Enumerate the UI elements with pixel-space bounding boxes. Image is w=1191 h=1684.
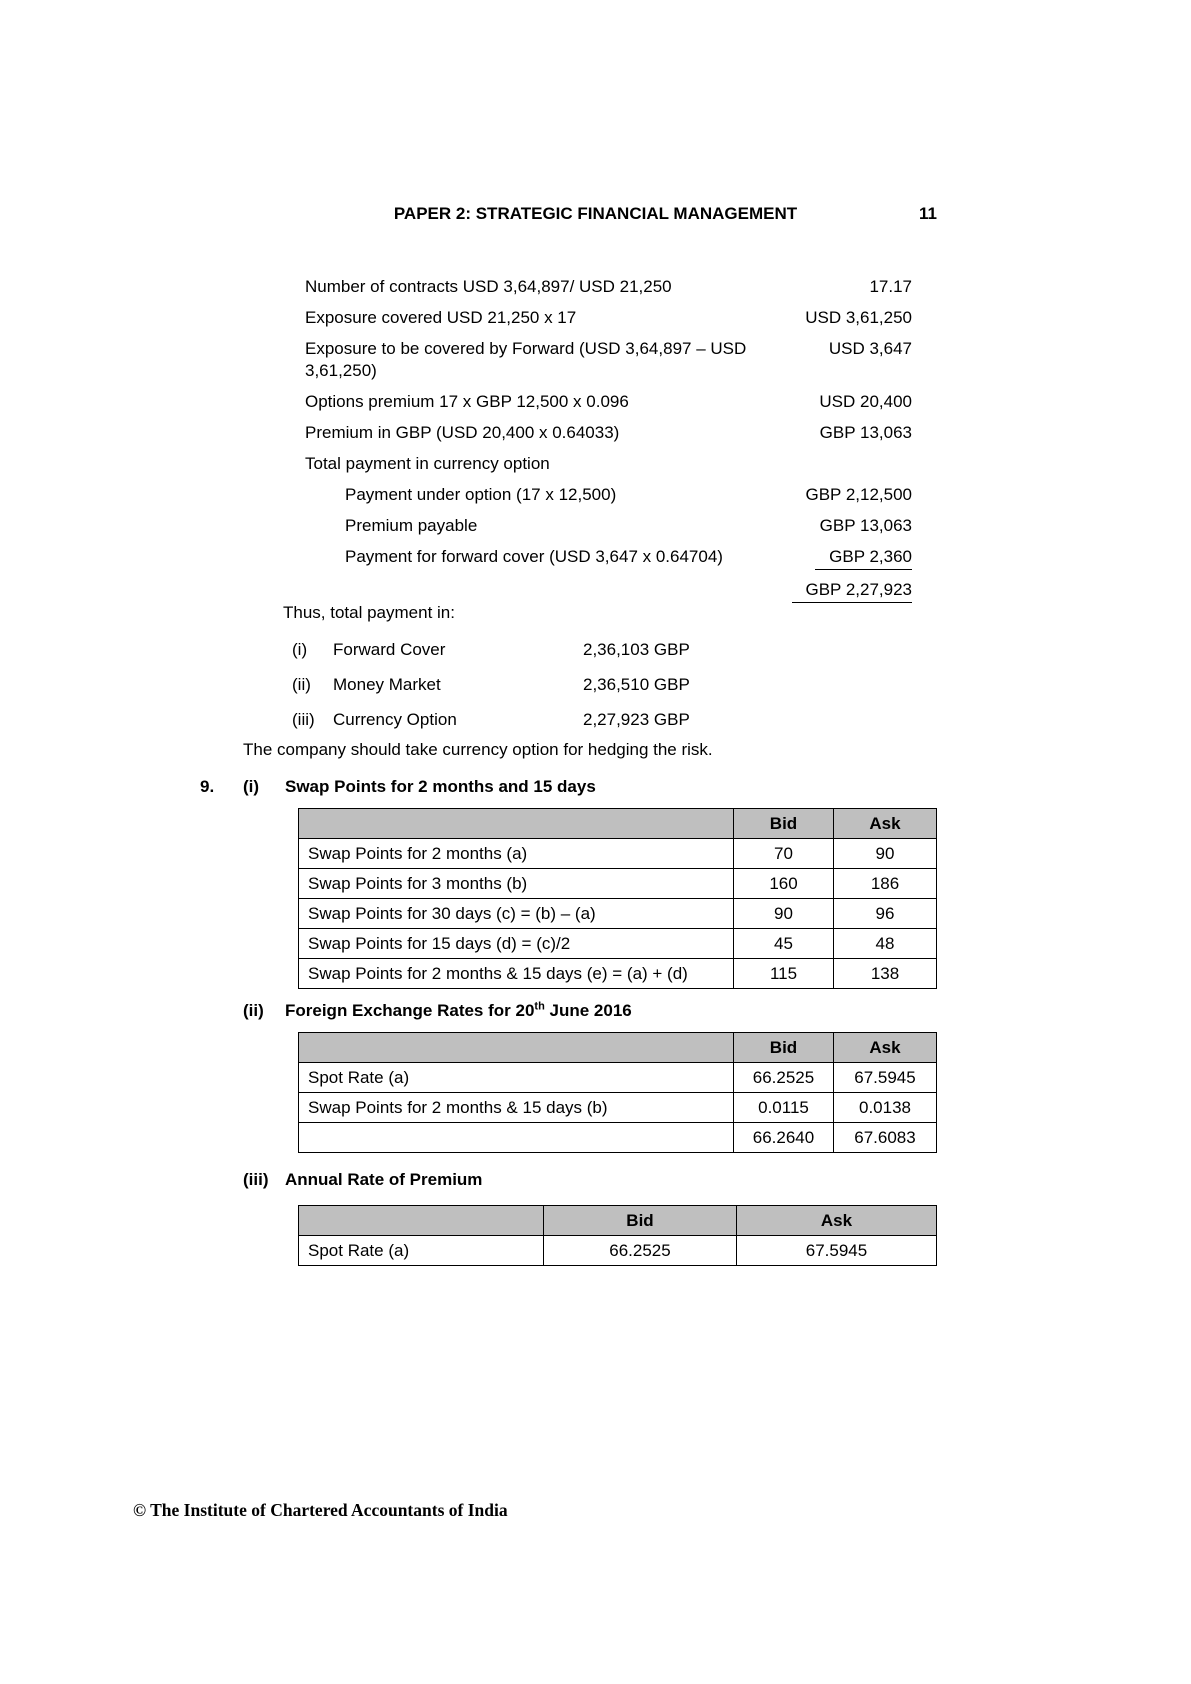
table-row [299, 899, 937, 929]
bid-cell: 90 [734, 899, 834, 929]
subsection-title: Swap Points for 2 months and 15 days [285, 777, 596, 796]
calc-row [305, 307, 912, 329]
calc-row [305, 453, 912, 475]
annual-premium-table [298, 1205, 937, 1266]
ask-cell: 67.6083 [834, 1123, 937, 1153]
list-label: Forward Cover [333, 640, 446, 659]
row-label-cell: Spot Rate (a) [299, 1063, 734, 1093]
calc-row [305, 484, 912, 506]
list-item [292, 673, 752, 696]
subsection-title [285, 1000, 632, 1022]
ask-cell: 90 [834, 839, 937, 869]
ask-cell: 0.0138 [834, 1093, 937, 1123]
bid-cell: 0.0115 [734, 1093, 834, 1123]
list-marker: (iii) [292, 710, 315, 729]
totals-intro: Thus, total payment in: [283, 603, 455, 622]
calc-row [305, 579, 912, 603]
row-label-cell: Swap Points for 2 months & 15 days (b) [299, 1093, 734, 1123]
ask-header-cell: Ask [834, 1033, 937, 1063]
calc-label: Exposure to be covered by Forward (USD 3,64,897 – USD 3,61,250) [305, 339, 747, 380]
subsection-title: Annual Rate of Premium [285, 1170, 483, 1189]
subsection-marker: (i) [243, 777, 260, 796]
calc-value-total: GBP 2,27,923 [792, 579, 913, 603]
ask-cell: 96 [834, 899, 937, 929]
list-item [292, 708, 752, 731]
bid-cell: 160 [734, 869, 834, 899]
section-ii-heading [243, 1000, 632, 1022]
list-value: 2,36,103 GBP [583, 640, 690, 659]
row-label-cell: Swap Points for 2 months & 15 days (e) = (a) + (d) [299, 959, 734, 989]
ask-cell: 138 [834, 959, 937, 989]
table-row [299, 929, 937, 959]
list-value: 2,36,510 GBP [583, 675, 690, 694]
calc-value: GBP 2,12,500 [805, 485, 912, 504]
table-row [299, 1063, 937, 1093]
ask-cell: 67.5945 [834, 1063, 937, 1093]
bid-cell: 45 [734, 929, 834, 959]
table-row [299, 959, 937, 989]
list-item [292, 638, 752, 661]
table-row [299, 839, 937, 869]
conclusion-text: The company should take currency option for hedging the risk. [243, 740, 713, 759]
table-corner-cell [299, 1206, 544, 1236]
row-label-cell: Swap Points for 3 months (b) [299, 869, 734, 899]
table-row [299, 1236, 937, 1266]
page-number: 11 [919, 204, 937, 223]
calc-value: 17.17 [869, 277, 912, 296]
calc-row [305, 546, 912, 570]
table-header-row [299, 1033, 937, 1063]
table-corner-cell [299, 1033, 734, 1063]
page-header [0, 204, 1191, 230]
heading-text: June 2016 [544, 1001, 632, 1020]
table-row [299, 869, 937, 899]
row-label-cell [299, 1123, 734, 1153]
calc-row [305, 515, 912, 537]
fx-rates-table [298, 1032, 937, 1153]
totals-list [292, 638, 752, 743]
bid-cell: 115 [734, 959, 834, 989]
table-header-row [299, 809, 937, 839]
calc-value-subtotal: GBP 2,360 [815, 546, 912, 570]
ask-cell: 48 [834, 929, 937, 959]
table-corner-cell [299, 809, 734, 839]
calc-row [305, 391, 912, 413]
list-marker: (ii) [292, 675, 311, 694]
section-number: 9. [200, 777, 215, 796]
ask-header-cell: Ask [834, 809, 937, 839]
table-row [299, 1093, 937, 1123]
table-header-row [299, 1206, 937, 1236]
bid-header-cell: Bid [544, 1206, 737, 1236]
calc-label: Payment for forward cover (USD 3,647 x 0.64704) [345, 547, 723, 566]
copyright-footer: © The Institute of Chartered Accountants of India [133, 1500, 508, 1520]
calc-label: Options premium 17 x GBP 12,500 x 0.096 [305, 392, 629, 411]
subsection-marker: (ii) [243, 1001, 264, 1020]
list-label: Currency Option [333, 710, 457, 729]
row-label-cell: Spot Rate (a) [299, 1236, 544, 1266]
list-label: Money Market [333, 675, 441, 694]
list-value: 2,27,923 GBP [583, 710, 690, 729]
calc-value: GBP 13,063 [819, 423, 912, 442]
bid-cell: 66.2525 [544, 1236, 737, 1266]
page-title: PAPER 2: STRATEGIC FINANCIAL MANAGEMENT [393, 204, 798, 223]
calc-label: Premium in GBP (USD 20,400 x 0.64033) [305, 423, 620, 442]
calc-label: Number of contracts USD 3,64,897/ USD 21,250 [305, 277, 672, 296]
calc-value: USD 20,400 [819, 392, 912, 411]
calc-value: USD 3,647 [828, 339, 912, 358]
calc-row [305, 422, 912, 444]
calc-value: USD 3,61,250 [805, 308, 912, 327]
bid-cell: 66.2640 [734, 1123, 834, 1153]
heading-superscript: th [534, 1000, 545, 1013]
table-row [299, 1123, 937, 1153]
row-label-cell: Swap Points for 15 days (d) = (c)/2 [299, 929, 734, 959]
row-label-cell: Swap Points for 2 months (a) [299, 839, 734, 869]
list-marker: (i) [292, 640, 308, 659]
row-label-cell: Swap Points for 30 days (c) = (b) – (a) [299, 899, 734, 929]
calc-row [305, 276, 912, 298]
calc-row [305, 338, 912, 382]
swap-points-table [298, 808, 937, 989]
ask-cell: 186 [834, 869, 937, 899]
ask-cell: 67.5945 [737, 1236, 937, 1266]
calc-label: Total payment in currency option [305, 454, 550, 473]
calc-value: GBP 13,063 [819, 516, 912, 535]
ask-header-cell: Ask [737, 1206, 937, 1236]
calc-label: Premium payable [345, 516, 478, 535]
section-iii-heading [243, 1169, 482, 1191]
calc-label: Exposure covered USD 21,250 x 17 [305, 308, 577, 327]
calculation-block [305, 276, 912, 612]
subsection-marker: (iii) [243, 1170, 269, 1189]
bid-header-cell: Bid [734, 1033, 834, 1063]
bid-header-cell: Bid [734, 809, 834, 839]
heading-text: Foreign Exchange Rates for 20 [285, 1001, 535, 1020]
bid-cell: 70 [734, 839, 834, 869]
calc-label: Payment under option (17 x 12,500) [345, 485, 617, 504]
section-9-heading [200, 776, 596, 798]
bid-cell: 66.2525 [734, 1063, 834, 1093]
